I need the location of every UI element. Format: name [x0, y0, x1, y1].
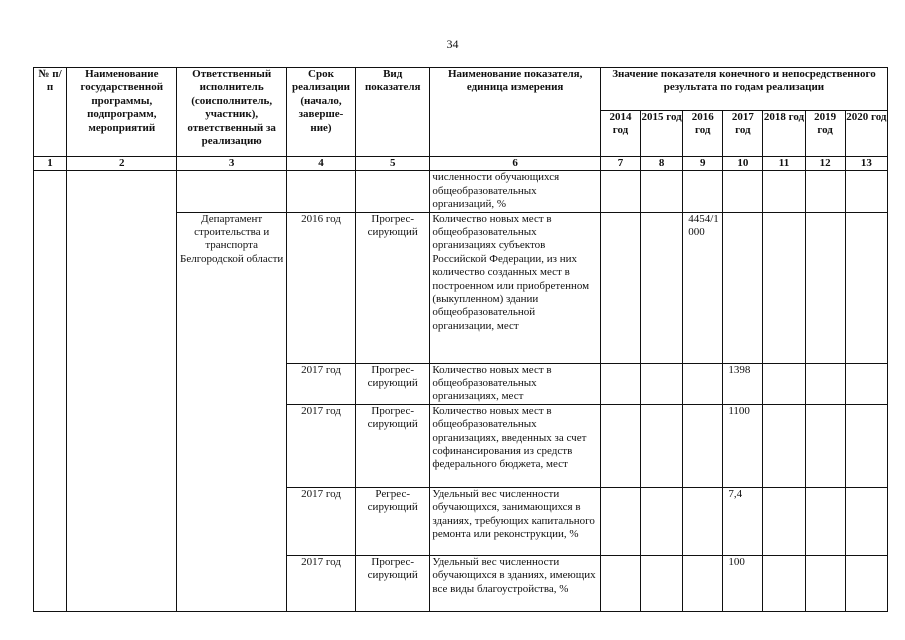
term-cell: [286, 171, 355, 212]
header-indicator-name: Наименование показателя, единица измерения: [430, 68, 601, 157]
value-cell: 4454/1000: [683, 212, 723, 363]
program-cell: [67, 171, 177, 611]
type-cell: Регрес-сирующий: [356, 487, 430, 555]
page-number: 34: [446, 37, 459, 51]
header-term: Срок реализации (начало, заверше-ние): [286, 68, 355, 157]
value-cell: [600, 404, 640, 487]
indicator-name-cell: Количество новых мест в общеобразовательных организациях субъектов Российской Федерации, из них количество созданных мест в построенном или приобретенном (выкупленном) здании общеобразовательной организации, мест: [430, 212, 601, 363]
value-cell: [600, 363, 640, 404]
value-cell: [763, 363, 805, 404]
column-number: 13: [845, 157, 887, 171]
value-cell: [723, 212, 763, 363]
term-cell: 2017 год: [286, 487, 355, 555]
column-number: 10: [723, 157, 763, 171]
value-cell: [805, 555, 845, 611]
value-cell: [805, 171, 845, 212]
value-cell: [845, 171, 887, 212]
header-year: 2019 год: [805, 111, 845, 157]
header-year: 2020 год: [845, 111, 887, 157]
term-cell: 2016 год: [286, 212, 355, 363]
table-row: [34, 171, 888, 212]
value-cell: [683, 171, 723, 212]
value-cell: 1100: [723, 404, 763, 487]
value-cell: [641, 555, 683, 611]
header-year: 2018 год: [763, 111, 805, 157]
header-year: 2016 год: [683, 111, 723, 157]
value-cell: [683, 363, 723, 404]
value-cell: [845, 555, 887, 611]
term-cell: 2017 год: [286, 555, 355, 611]
value-cell: [723, 171, 763, 212]
header-indicator-type: Вид показателя: [356, 68, 430, 157]
value-cell: [845, 487, 887, 555]
value-cell: 100: [723, 555, 763, 611]
value-cell: [641, 171, 683, 212]
value-cell: [683, 555, 723, 611]
value-cell: [641, 212, 683, 363]
value-cell: [845, 404, 887, 487]
column-number: 2: [67, 157, 177, 171]
column-number: 6: [430, 157, 601, 171]
executor-cell: Департамент строительства и транспорта Белгородской области: [177, 212, 286, 611]
value-cell: [641, 363, 683, 404]
indicator-name-cell: численности обучающихся общеобразовательных организаций, %: [430, 171, 601, 212]
type-cell: Прогрес-сирующий: [356, 363, 430, 404]
value-cell: [763, 404, 805, 487]
header-executor: Ответственный исполнитель (соисполнитель, участник), ответственный за реализацию: [177, 68, 286, 157]
value-cell: [763, 212, 805, 363]
column-number: 8: [641, 157, 683, 171]
indicator-name-cell: Количество новых мест в общеобразовательных организациях, введенных за счет софинансирования из средств федерального бюджета, мест: [430, 404, 601, 487]
header-num: № п/п: [34, 68, 67, 157]
type-cell: Прогрес-сирующий: [356, 212, 430, 363]
indicator-name-cell: Удельный вес численности обучающихся в зданиях, имеющих все виды благоустройства, %: [430, 555, 601, 611]
num-cell: [34, 171, 67, 611]
column-number: 1: [34, 157, 67, 171]
value-cell: [683, 404, 723, 487]
column-number: 4: [286, 157, 355, 171]
value-cell: [763, 487, 805, 555]
column-number: 5: [356, 157, 430, 171]
value-cell: [641, 487, 683, 555]
value-cell: [600, 487, 640, 555]
value-cell: [845, 212, 887, 363]
value-cell: [805, 212, 845, 363]
value-cell: [683, 487, 723, 555]
value-cell: [763, 171, 805, 212]
indicator-name-cell: Удельный вес численности обучающихся, занимающихся в зданиях, требующих капитального ремонта или реконструкции, %: [430, 487, 601, 555]
column-number: 3: [177, 157, 286, 171]
value-cell: 7,4: [723, 487, 763, 555]
column-number: 7: [600, 157, 640, 171]
value-cell: [600, 171, 640, 212]
value-cell: [763, 555, 805, 611]
header-program: Наименование государственной программы, подпрограмм, мероприятий: [67, 68, 177, 157]
type-cell: [356, 171, 430, 212]
header-values-group: Значение показателя конечного и непосредственного результата по годам реализации: [600, 68, 887, 111]
indicators-table: [33, 67, 888, 612]
value-cell: [805, 363, 845, 404]
type-cell: Прогрес-сирующий: [356, 555, 430, 611]
type-cell: Прогрес-сирующий: [356, 404, 430, 487]
header-year: 2015 год: [641, 111, 683, 157]
header-row-1: [34, 68, 888, 111]
value-cell: 1398: [723, 363, 763, 404]
header-year: 2017 год: [723, 111, 763, 157]
term-cell: 2017 год: [286, 404, 355, 487]
value-cell: [805, 487, 845, 555]
value-cell: [600, 555, 640, 611]
column-number-row: [34, 157, 888, 171]
value-cell: [600, 212, 640, 363]
header-year: 2014 год: [600, 111, 640, 157]
column-number: 9: [683, 157, 723, 171]
column-number: 12: [805, 157, 845, 171]
indicator-name-cell: Количество новых мест в общеобразовательных организациях, мест: [430, 363, 601, 404]
column-number: 11: [763, 157, 805, 171]
executor-cell: [177, 171, 286, 212]
term-cell: 2017 год: [286, 363, 355, 404]
value-cell: [845, 363, 887, 404]
value-cell: [641, 404, 683, 487]
value-cell: [805, 404, 845, 487]
